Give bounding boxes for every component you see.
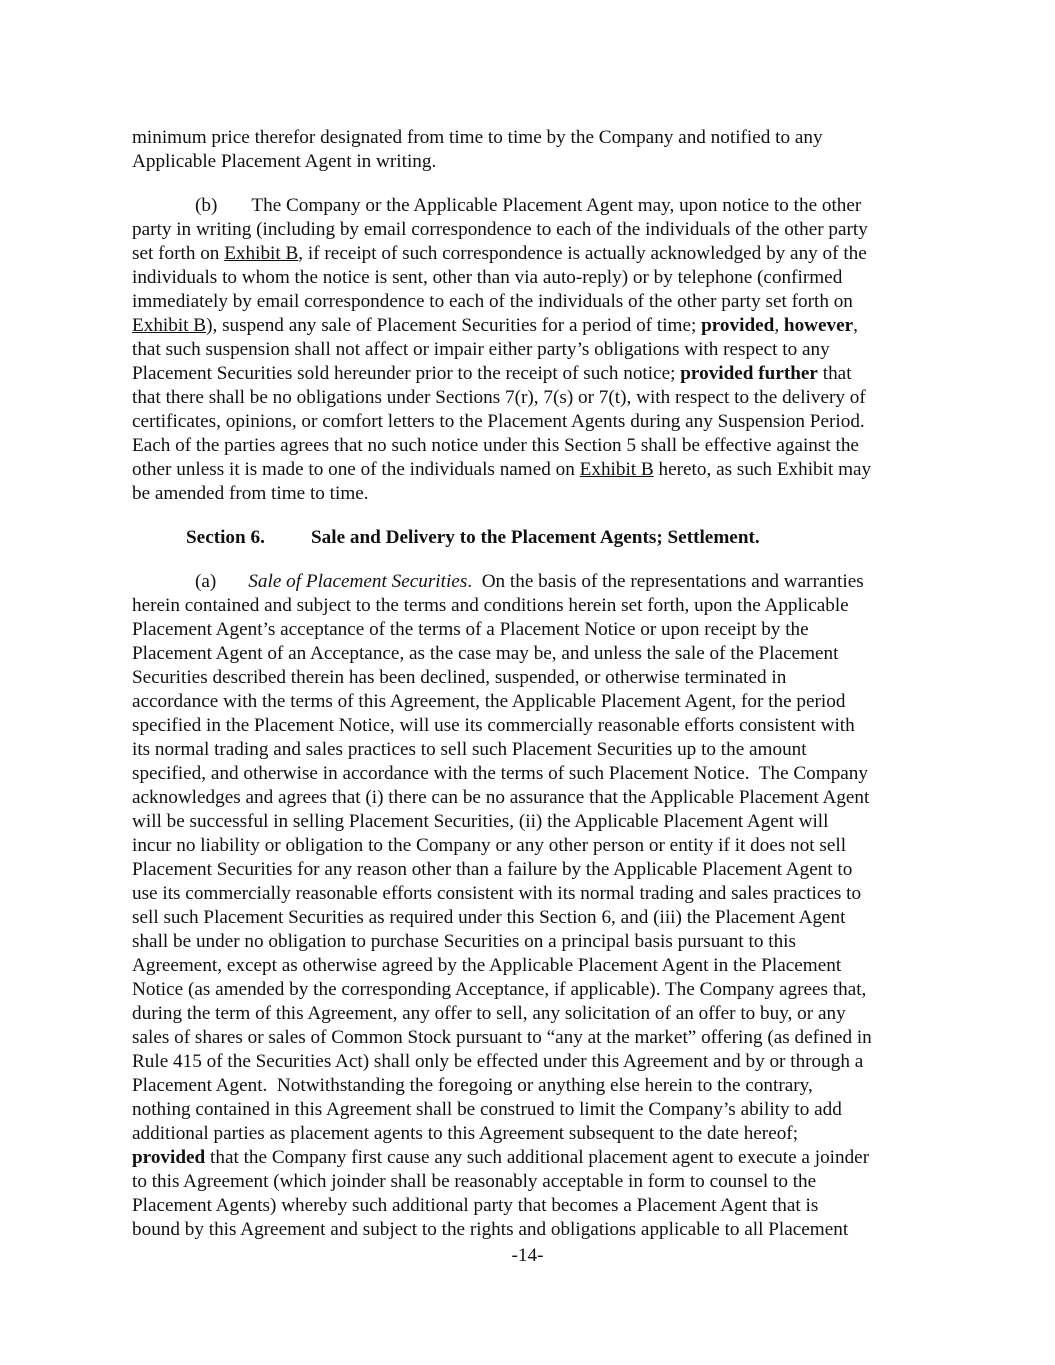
text-segment: Placement Securities sold hereunder prior to the receipt of such notice; [132,363,681,384]
text-line: shall be under no obligation to purchase Securities on a principal basis pursuant to this [132,931,796,952]
text-line: Rule 415 of the Securities Act) shall only be effected under this Agreement and by or through a [132,1051,864,1072]
text-segment: The Company or the Applicable Placement Agent may, upon notice to the other [251,195,862,216]
text-segment: set forth on [132,243,225,264]
text-line: bound by this Agreement and subject to the rights and obligations applicable to all Placement [132,1219,849,1240]
text-line: minimum price therefor designated from time to time by the Company and notified to any [132,127,823,148]
text-segment: hereto, as such Exhibit may [653,459,872,480]
text-line: Each of the parties agrees that no such notice under this Section 5 shall be effective against the [132,435,859,456]
text-line: be amended from time to time. [132,483,369,504]
text-segment: . On the basis of the representations and warranties [467,571,864,592]
text-line: that such suspension shall not affect or impair either party’s obligations with respect to any [132,339,830,360]
text-line: accordance with the terms of this Agreement, the Applicable Placement Agent, for the period [132,691,846,712]
text-line: Agreement, except as otherwise agreed by the Applicable Placement Agent in the Placement [132,955,842,976]
text-line: that there shall be no obligations under Sections 7(r), 7(s) or 7(t), with respect to the delivery of [132,387,866,408]
text-line: certificates, opinions, or comfort letters to the Placement Agents during any Suspension Period. [132,411,865,432]
text-line: incur no liability or obligation to the Company or any other person or entity if it does not sell [132,835,847,856]
text-line: Placement Agent of an Acceptance, as the case may be, and unless the sale of the Placement [132,643,839,664]
text-line: specified, and otherwise in accordance with the terms of such Placement Notice. The Company [132,763,868,784]
text-segment: that the Company first cause any such additional placement agent to execute a joinder [205,1147,870,1168]
text-segment: , if receipt of such correspondence is actually acknowledged by any of the [298,243,867,264]
text-line: acknowledges and agrees that (i) there can be no assurance that the Applicable Placement Agent [132,787,870,808]
exhibit-b-link: Exhibit B [579,459,654,480]
paragraph-b-first-line [195,194,861,218]
text-line: party in writing (including by email correspondence to each of the individuals of the other party [132,219,868,240]
text-line: additional parties as placement agents to this Agreement subsequent to the date hereof; [132,1123,799,1144]
text-line [132,242,867,266]
text-line: during the term of this Agreement, any offer to sell, any solicitation of an offer to buy, or any [132,1003,846,1024]
text-line: to this Agreement (which joinder shall be reasonably acceptable in form to counsel to the [132,1171,817,1192]
exhibit-b-link: Exhibit B [132,315,207,336]
text-line: Securities described therein has been declined, suspended, or otherwise terminated in [132,667,787,688]
page-number: -14- [511,1245,544,1266]
paragraph-label: (b) [195,195,218,216]
text-line: individuals to whom the notice is sent, other than via auto-reply) or by telephone (confirmed [132,267,843,288]
text-line: sell such Placement Securities as required under this Section 6, and (iii) the Placement Agent [132,907,846,928]
text-line: Placement Securities for any reason other than a failure by the Applicable Placement Agent to [132,859,853,880]
text-line [132,458,871,482]
text-line [132,362,852,386]
text-line: immediately by email correspondence to each of the individuals of the other party set forth on [132,291,853,312]
text-line: Applicable Placement Agent in writing. [132,151,437,172]
text-line: will be successful in selling Placement Securities, (ii) the Applicable Placement Agent will [132,811,829,832]
paragraph-a-first-line [195,570,864,594]
subsection-heading: Sale of Placement Securities [248,571,468,592]
provided-further-term: provided further [680,363,818,384]
text-segment: , [774,315,784,336]
exhibit-b-link: Exhibit B [224,243,299,264]
however-term: however [783,315,854,336]
provided-term: provided [132,1147,206,1168]
section-title: Sale and Delivery to the Placement Agents; Settlement. [311,527,760,548]
text-segment: , [853,315,858,336]
text-line: specified in the Placement Notice, will use its commercially reasonable efforts consistent with [132,715,855,736]
text-line: nothing contained in this Agreement shall be construed to limit the Company’s ability to add [132,1099,842,1120]
text-line: Placement Agent’s acceptance of the terms of a Placement Notice or upon receipt by the [132,619,809,640]
paragraph-label: (a) [195,571,217,592]
text-line: Placement Agent. Notwithstanding the foregoing or anything else herein to the contrary, [132,1075,813,1096]
text-segment: other unless it is made to one of the individuals named on [132,459,580,480]
text-line [132,1146,869,1170]
text-line: Notice (as amended by the corresponding Acceptance, if applicable). The Company agrees that, [132,979,867,1000]
text-line: use its commercially reasonable efforts consistent with its normal trading and sales practices to [132,883,862,904]
text-segment: that [817,363,852,384]
section-number: Section 6. [186,527,265,548]
text-line: its normal trading and sales practices to sell such Placement Securities up to the amount [132,739,807,760]
text-segment: ), suspend any sale of Placement Securities for a period of time; [206,315,702,336]
provided-term: provided [701,315,775,336]
text-line [132,314,858,338]
text-line: Placement Agents) whereby such additional party that becomes a Placement Agent that is [132,1195,819,1216]
text-line: sales of shares or sales of Common Stock pursuant to “any at the market” offering (as defined in [132,1027,872,1048]
text-line: herein contained and subject to the terms and conditions herein set forth, upon the Applicable [132,595,849,616]
